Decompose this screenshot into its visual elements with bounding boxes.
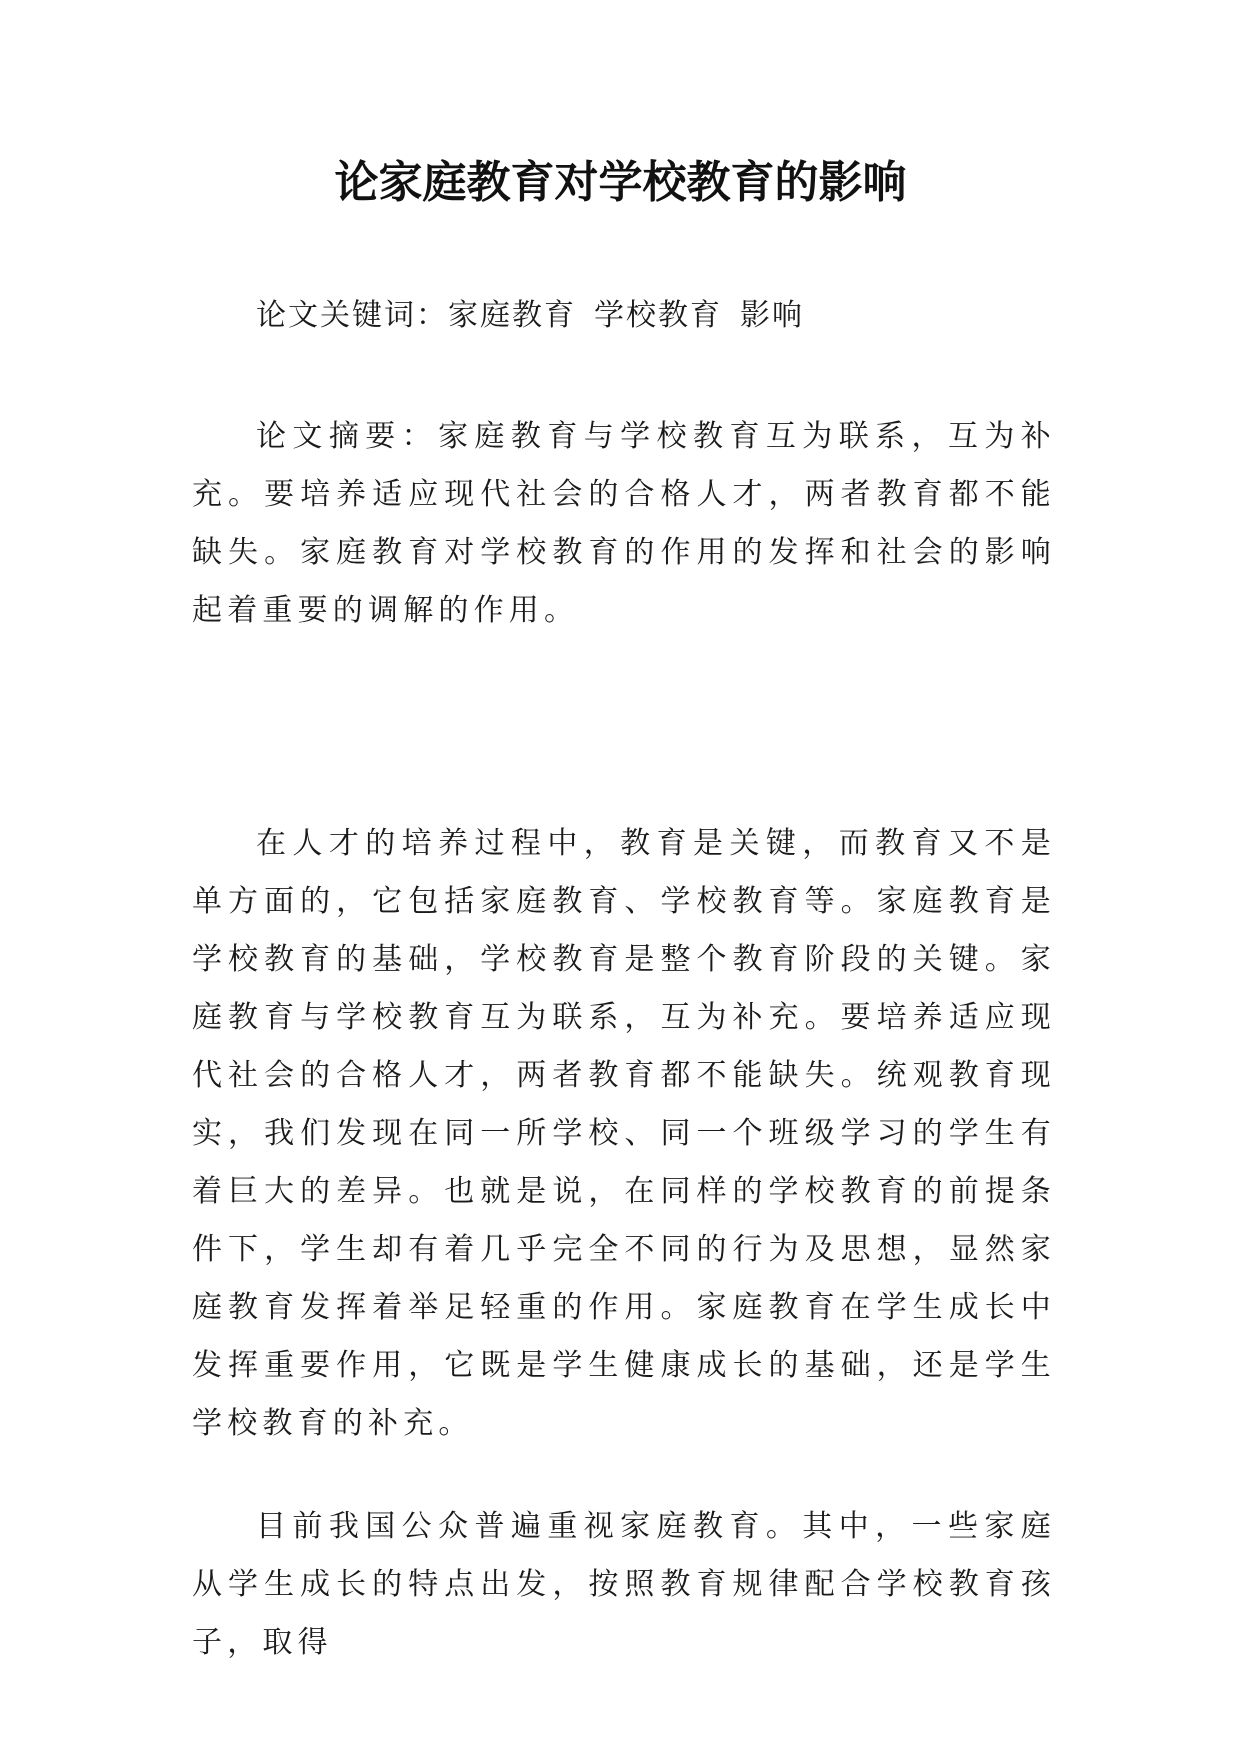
keyword-item: 影响 bbox=[740, 298, 804, 333]
document-title: 论家庭教育对学校教育的影响 bbox=[334, 157, 907, 208]
abstract-paragraph: 论文摘要：家庭教育与学校教育互为联系，互为补充。要培养适应现代社会的合格人才，两者教育都不能缺失。家庭教育对学校教育的作用的发挥和社会的影响起着重要的调解的作用。 bbox=[192, 419, 1056, 628]
keyword-item: 家庭教育 bbox=[448, 298, 576, 333]
keywords-label: 论文关键词： bbox=[256, 298, 448, 333]
body-paragraph: 在人才的培养过程中，教育是关键，而教育又不是单方面的，它包括家庭教育、学校教育等。家庭教育是学校教育的基础，学校教育是整个教育阶段的关键。家庭教育与学校教育互为联系，互为补充。要培养适应现代社会的合格人才，两者教育都不能缺失。统观教育现实，我们发现在同一所学校、同一个班级学习的学生有着巨大的差异。也就是说，在同样的学校教育的前提条件下，学生却有着几乎完全不同的行为及思想，显然家庭教育发挥着举足轻重的作用。家庭教育在学生成长中发挥重要作用，它既是学生健康成长的基础，还是学生学校教育的补充。 bbox=[192, 826, 1056, 1441]
body-paragraph: 目前我国公众普遍重视家庭教育。其中，一些家庭从学生成长的特点出发，按照教育规律配合学校教育孩子，取得 bbox=[192, 1509, 1056, 1660]
keywords-line bbox=[256, 294, 1076, 338]
keyword-item: 学校教育 bbox=[594, 298, 722, 333]
